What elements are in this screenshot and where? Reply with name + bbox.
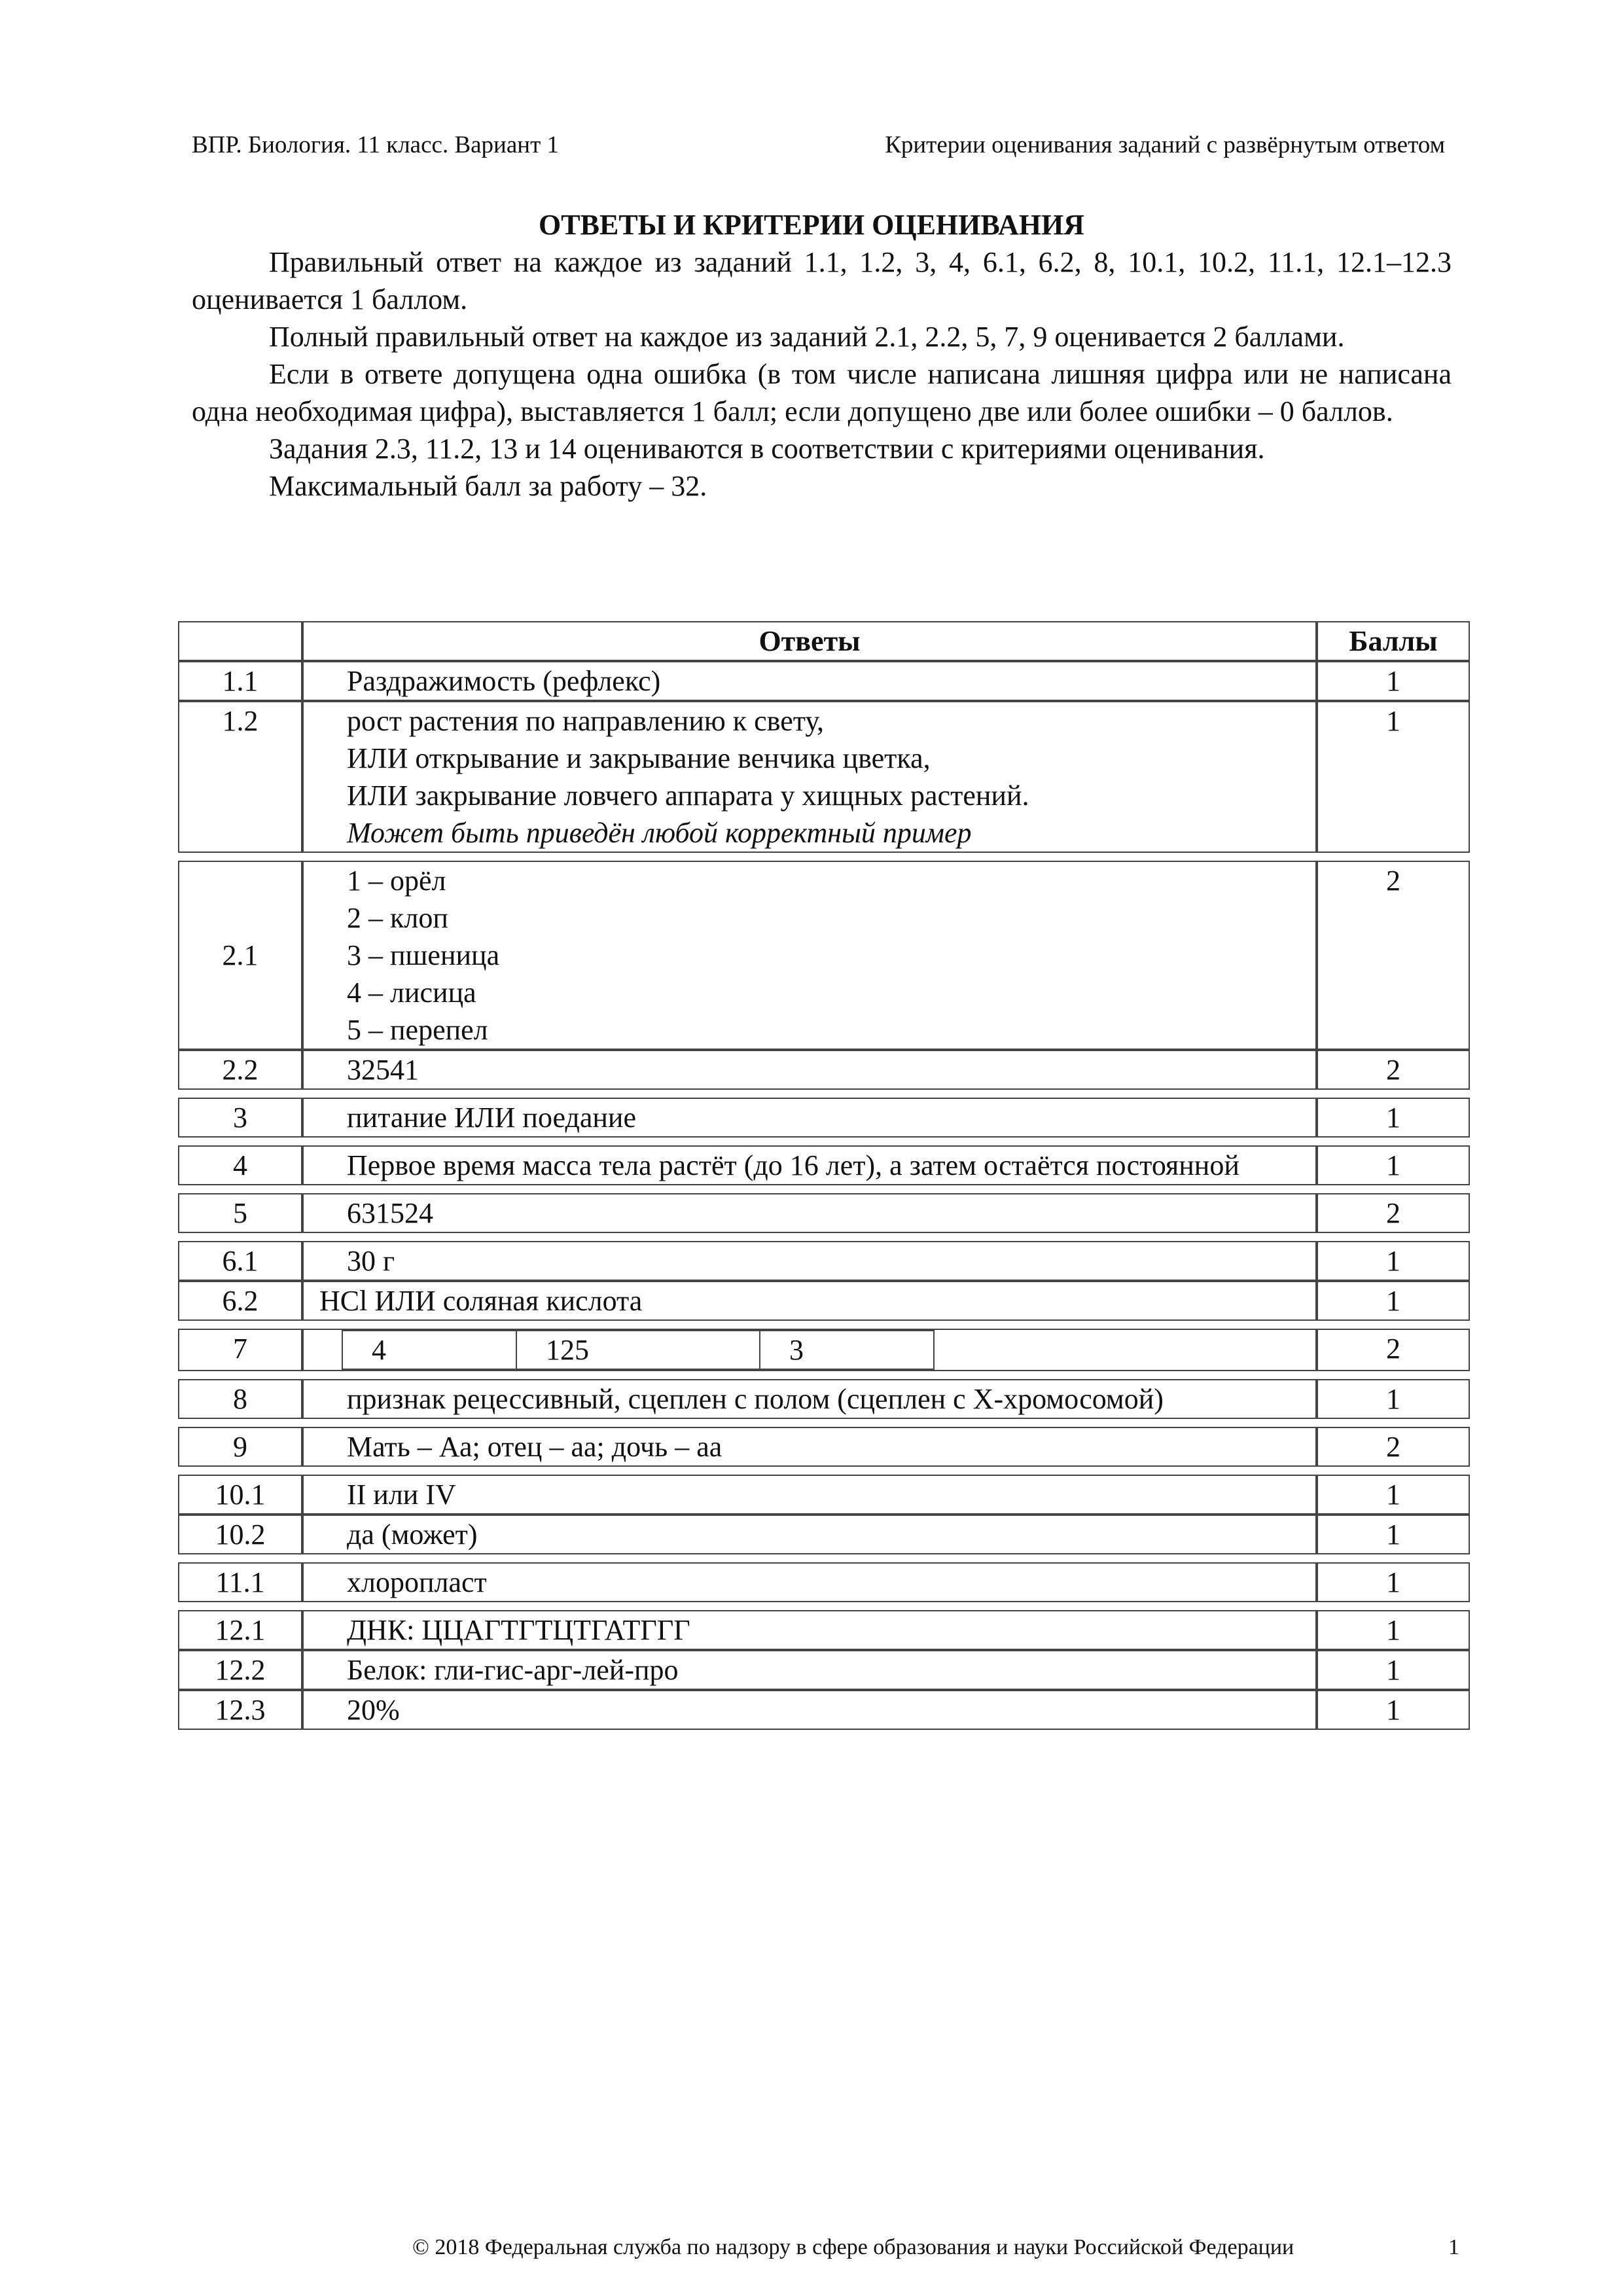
table-row [178, 1690, 1470, 1730]
answer-line: рост растения по направлению к свету, [347, 705, 824, 737]
table-row [178, 1281, 1470, 1321]
intro-paragraph: Полный правильный ответ на каждое из заданий 2.1, 2.2, 5, 7, 9 оценивается 2 баллами. [269, 321, 1345, 353]
task-number: 10.1 [178, 1475, 302, 1515]
intro-paragraph: Максимальный балл за работу – 32. [269, 470, 707, 502]
table-row [178, 1145, 1470, 1185]
answer-line: 1 – орёл [347, 865, 446, 897]
task-points: 1 [1317, 1690, 1470, 1730]
task-number: 8 [178, 1379, 302, 1419]
answer-line: 4 – лисица [347, 977, 476, 1009]
task-answer: хлоропласт [302, 1562, 1317, 1602]
task-points: 1 [1317, 1379, 1470, 1419]
task-points: 1 [1317, 1145, 1470, 1185]
task-answer: Белок: гли-гис-арг-лей-про [302, 1650, 1317, 1690]
task-number: 11.1 [178, 1562, 302, 1602]
table-row [178, 1650, 1470, 1690]
table-row [178, 1098, 1470, 1138]
sequence-cell: 3 [760, 1331, 934, 1369]
task-answer: HCl ИЛИ соляная кислота [302, 1281, 1317, 1321]
task-points: 2 [1317, 1193, 1470, 1233]
task-points: 1 [1317, 1475, 1470, 1515]
footer-copyright: © 2018 Федеральная служба по надзору в сфере образования и науки Российской Федерации [412, 2235, 1294, 2259]
task-points: 2 [1317, 1329, 1470, 1371]
task-points: 1 [1317, 661, 1470, 701]
task-answer: признак рецессивный, сцеплен с полом (сцеплен с Х-хромосомой) [302, 1379, 1317, 1419]
answer-line: 3 – пшеница [347, 939, 500, 971]
task-number: 6.2 [178, 1281, 302, 1321]
task-answer: 30 г [302, 1241, 1317, 1281]
answers-table [178, 621, 1470, 1730]
table-row [178, 1329, 1470, 1371]
task-answer: Мать – Аа; отец – аа; дочь – аа [302, 1427, 1317, 1467]
task-answer [302, 1329, 1317, 1371]
intro-text [192, 243, 1452, 505]
task-points: 1 [1317, 1650, 1470, 1690]
task-number: 9 [178, 1427, 302, 1467]
page-number: 1 [1448, 2235, 1459, 2259]
task-points: 1 [1317, 1281, 1470, 1321]
page-title: ОТВЕТЫ И КРИТЕРИИ ОЦЕНИВАНИЯ [539, 209, 1084, 241]
intro-paragraph: Если в ответе допущена одна ошибка (в том числе написана лишняя цифра или не написана одна необходимая цифра), выставляется 1 балл; если допущено две или более ошибки – 0 баллов. [192, 358, 1452, 427]
task-answer: да (может) [302, 1515, 1317, 1554]
header-answers-cell: Ответы [302, 621, 1317, 661]
answer-line: 2 – клоп [347, 902, 448, 934]
task-answer: Первое время масса тела растёт (до 16 лет), а затем остаётся постоянной [302, 1145, 1317, 1185]
task-points: 1 [1317, 1241, 1470, 1281]
task-points: 1 [1317, 1610, 1470, 1650]
header-num-cell [178, 621, 302, 661]
task-number: 12.3 [178, 1690, 302, 1730]
table-row [178, 1610, 1470, 1650]
task-answer: II или IV [302, 1475, 1317, 1515]
table-row [178, 1475, 1470, 1515]
table-row [178, 1050, 1470, 1090]
intro-paragraph: Правильный ответ на каждое из заданий 1.1, 1.2, 3, 4, 6.1, 6.2, 8, 10.1, 10.2, 11.1, 12.1–12.3 оценивается 1 баллом. [192, 246, 1452, 315]
task-points: 1 [1317, 1098, 1470, 1138]
table-row [178, 1562, 1470, 1602]
sequence-cell: 4 [342, 1331, 516, 1369]
task-number: 1.1 [178, 661, 302, 701]
task-number: 10.2 [178, 1515, 302, 1554]
task-answer: питание ИЛИ поедание [302, 1098, 1317, 1138]
task-points: 2 [1317, 1427, 1470, 1467]
table-row [178, 861, 1470, 1050]
task-answer [302, 861, 1317, 1050]
table-row [178, 701, 1470, 853]
task-answer: 32541 [302, 1050, 1317, 1090]
table-row [178, 1515, 1470, 1554]
task-answer: 631524 [302, 1193, 1317, 1233]
task-number: 5 [178, 1193, 302, 1233]
header-points-cell: Баллы [1317, 621, 1470, 661]
task-number: 12.1 [178, 1610, 302, 1650]
answer-note: Может быть приведён любой корректный пример [347, 817, 972, 849]
table-row [178, 661, 1470, 701]
table-row [178, 1379, 1470, 1419]
task-points: 1 [1317, 1515, 1470, 1554]
sequence-cell: 125 [516, 1331, 760, 1369]
task-answer: Раздражимость (рефлекс) [302, 661, 1317, 701]
answer-line: ИЛИ открывание и закрывание венчика цветка, [347, 742, 931, 774]
task-number: 7 [178, 1329, 302, 1371]
answer-line: ИЛИ закрывание ловчего аппарата у хищных растений. [347, 780, 1029, 812]
task-number: 2.1 [178, 861, 302, 1050]
task-points: 2 [1317, 861, 1470, 1050]
table-row [178, 1241, 1470, 1281]
task-answer: 20% [302, 1690, 1317, 1730]
task-answer [302, 701, 1317, 853]
table-row [178, 1427, 1470, 1467]
header-left: ВПР. Биология. 11 класс. Вариант 1 [192, 132, 559, 158]
table-row [178, 1193, 1470, 1233]
task-points: 1 [1317, 701, 1470, 853]
table-header-row [178, 621, 1470, 661]
intro-paragraph: Задания 2.3, 11.2, 13 и 14 оцениваются в соответствии с критериями оценивания. [269, 433, 1265, 465]
task-number: 6.1 [178, 1241, 302, 1281]
sequence-table [342, 1330, 935, 1370]
task-number: 3 [178, 1098, 302, 1138]
task-answer: ДНК: ЦЦАГТГТЦТГАТГГГ [302, 1610, 1317, 1650]
task-number: 2.2 [178, 1050, 302, 1090]
task-number: 12.2 [178, 1650, 302, 1690]
header-right: Критерии оценивания заданий с развёрнутым ответом [885, 132, 1445, 158]
answer-line: 5 – перепел [347, 1014, 488, 1046]
task-points: 1 [1317, 1562, 1470, 1602]
task-points: 2 [1317, 1050, 1470, 1090]
task-number: 1.2 [178, 701, 302, 853]
task-number: 4 [178, 1145, 302, 1185]
